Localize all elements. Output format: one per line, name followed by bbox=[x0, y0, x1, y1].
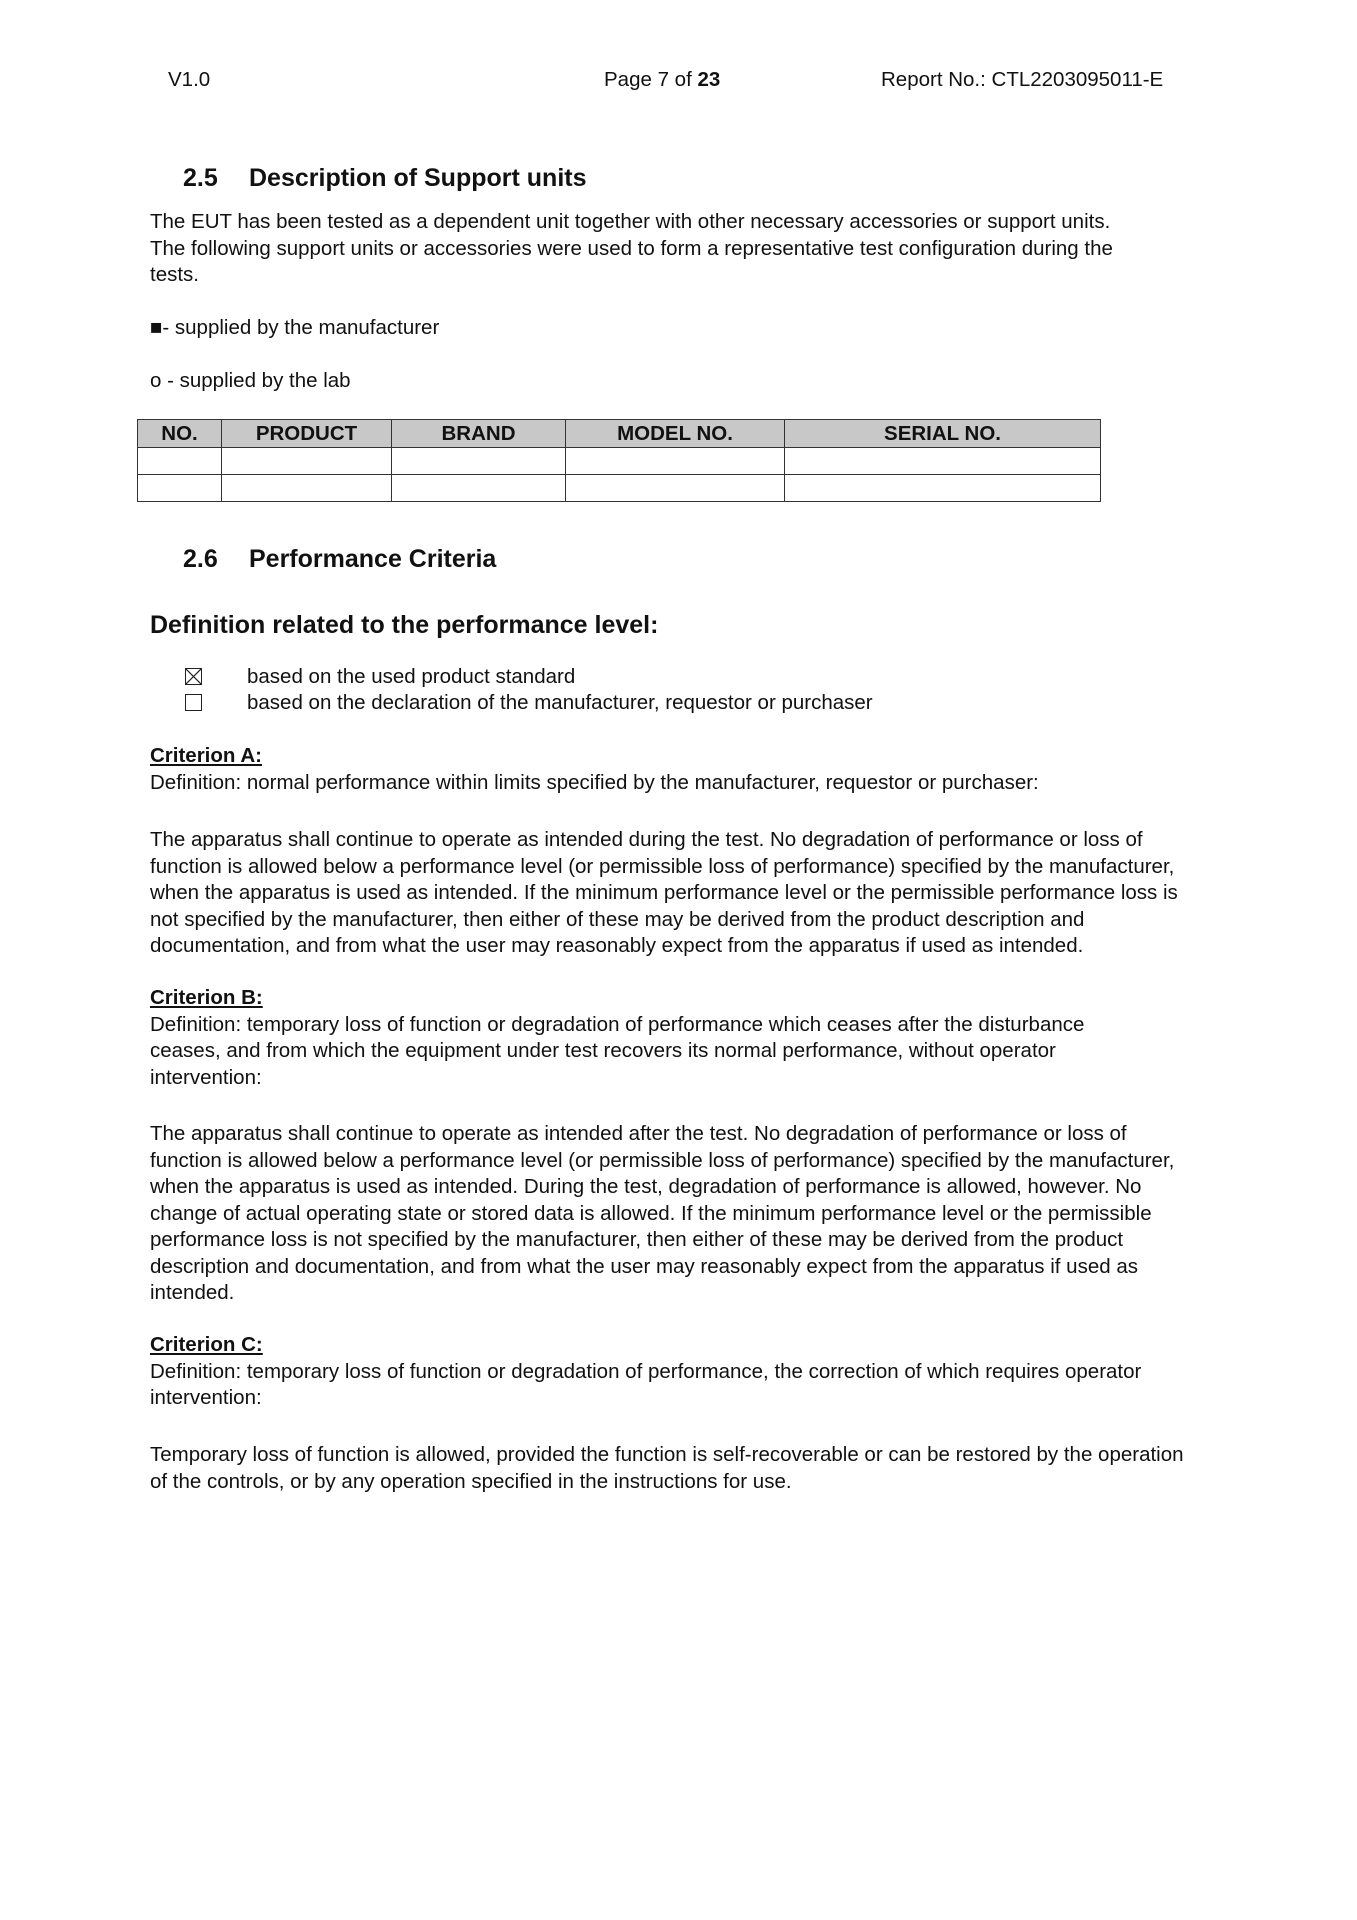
criterion-c bbox=[150, 1332, 1141, 1412]
criterion-c-text bbox=[150, 1442, 1184, 1495]
text-line: function is allowed below a performance level (or permissible loss of performance) specified by the manufacturer, bbox=[150, 854, 1175, 878]
support-units-table bbox=[137, 419, 1101, 502]
definition-heading: Definition related to the performance level: bbox=[150, 611, 659, 639]
criterion-b bbox=[150, 985, 1084, 1091]
table-cell bbox=[222, 448, 392, 475]
section-2-6-heading bbox=[183, 545, 496, 574]
text-line: The EUT has been tested as a dependent unit together with other necessary accessories or support units. bbox=[150, 210, 1111, 233]
table-cell bbox=[785, 475, 1101, 502]
text-line: documentation, and from what the user may reasonably expect from the apparatus if used as intended. bbox=[150, 934, 1084, 957]
text-line: intended. bbox=[150, 1281, 235, 1304]
criterion-b-text bbox=[150, 1121, 1174, 1307]
text-line: change of actual operating state or stored data is allowed. If the minimum performance level or the permissible bbox=[150, 1201, 1152, 1225]
text-line: The apparatus shall continue to operate as intended after the test. No degradation of performance or loss of bbox=[150, 1122, 1127, 1145]
column-header: SERIAL NO. bbox=[785, 420, 1101, 448]
text-line: performance loss is not specified by the manufacturer, then either of these may be derived from the product bbox=[150, 1228, 1124, 1251]
table-cell bbox=[566, 475, 785, 502]
text-line: Temporary loss of function is allowed, provided the function is self-recoverable or can be restored by the operation bbox=[150, 1443, 1184, 1466]
criterion-a bbox=[150, 743, 1039, 796]
criterion-title: Criterion C: bbox=[150, 1333, 263, 1356]
version-label: V1.0 bbox=[168, 68, 211, 91]
intro-paragraph bbox=[150, 209, 1113, 289]
column-header: MODEL NO. bbox=[566, 420, 785, 448]
section-number: 2.5 bbox=[183, 164, 218, 192]
text-line: ceases, and from which the equipment under test recovers its normal performance, without operator bbox=[150, 1039, 1056, 1062]
text-line: The apparatus shall continue to operate as intended during the test. No degradation of performance or loss of bbox=[150, 828, 1143, 851]
table-cell bbox=[785, 448, 1101, 475]
section-title: Description of Support units bbox=[249, 164, 587, 192]
checked-checkbox-icon[interactable] bbox=[185, 668, 202, 685]
criterion-title: Criterion B: bbox=[150, 986, 263, 1009]
page-total: 23 bbox=[697, 68, 721, 91]
text-line: intervention: bbox=[150, 1386, 262, 1409]
table-cell bbox=[222, 475, 392, 502]
table-cell bbox=[138, 448, 222, 475]
page-number bbox=[604, 68, 720, 92]
text-line: function is allowed below a performance level (or permissible loss of performance) specified by the manufacturer, bbox=[150, 1148, 1175, 1172]
text-line: Definition: temporary loss of function or degradation of performance which ceases after the disturbance bbox=[150, 1012, 1085, 1036]
section-2-5-heading bbox=[183, 164, 587, 193]
text-line: The following support units or accessories were used to form a representative test configuration during the bbox=[150, 236, 1113, 260]
table-cell bbox=[392, 475, 566, 502]
text-line: intervention: bbox=[150, 1065, 262, 1089]
column-header: NO. bbox=[138, 420, 222, 448]
option-product-standard: based on the used product standard bbox=[247, 665, 576, 688]
table-row bbox=[138, 475, 1101, 502]
table-cell bbox=[392, 448, 566, 475]
column-header: BRAND bbox=[392, 420, 566, 448]
criterion-a-text bbox=[150, 827, 1178, 960]
text-line: not specified by the manufacturer, then either of these may be derived from the product description and bbox=[150, 907, 1085, 931]
table-cell bbox=[566, 448, 785, 475]
table-header-row bbox=[138, 420, 1101, 448]
unchecked-checkbox-icon[interactable] bbox=[185, 694, 202, 711]
text-line: Definition: temporary loss of function or degradation of performance, the correction of which requires operator bbox=[150, 1359, 1142, 1383]
section-number: 2.6 bbox=[183, 545, 218, 573]
text-line: Definition: normal performance within limits specified by the manufacturer, requestor or purchaser: bbox=[150, 770, 1039, 794]
option-manufacturer-declaration: based on the declaration of the manufacturer, requestor or purchaser bbox=[247, 691, 873, 714]
table-row bbox=[138, 448, 1101, 475]
text-line: description and documentation, and from what the user may reasonably expect from the apparatus if used as bbox=[150, 1254, 1138, 1278]
legend-manufacturer: ■- supplied by the manufacturer bbox=[150, 316, 440, 339]
report-number: Report No.: CTL2203095011-E bbox=[881, 68, 1164, 91]
text-line: of the controls, or by any operation specified in the instructions for use. bbox=[150, 1469, 792, 1493]
table-cell bbox=[138, 475, 222, 502]
text-line: when the apparatus is used as intended. If the minimum performance level or the permissible performance loss is bbox=[150, 881, 1178, 904]
criterion-title: Criterion A: bbox=[150, 744, 262, 767]
text-line: when the apparatus is used as intended. During the test, degradation of performance is allowed, however. No bbox=[150, 1175, 1142, 1198]
page-prefix: Page 7 of bbox=[604, 68, 698, 91]
section-title: Performance Criteria bbox=[249, 545, 497, 573]
column-header: PRODUCT bbox=[222, 420, 392, 448]
legend-lab: o - supplied by the lab bbox=[150, 369, 351, 392]
text-line: tests. bbox=[150, 263, 199, 286]
